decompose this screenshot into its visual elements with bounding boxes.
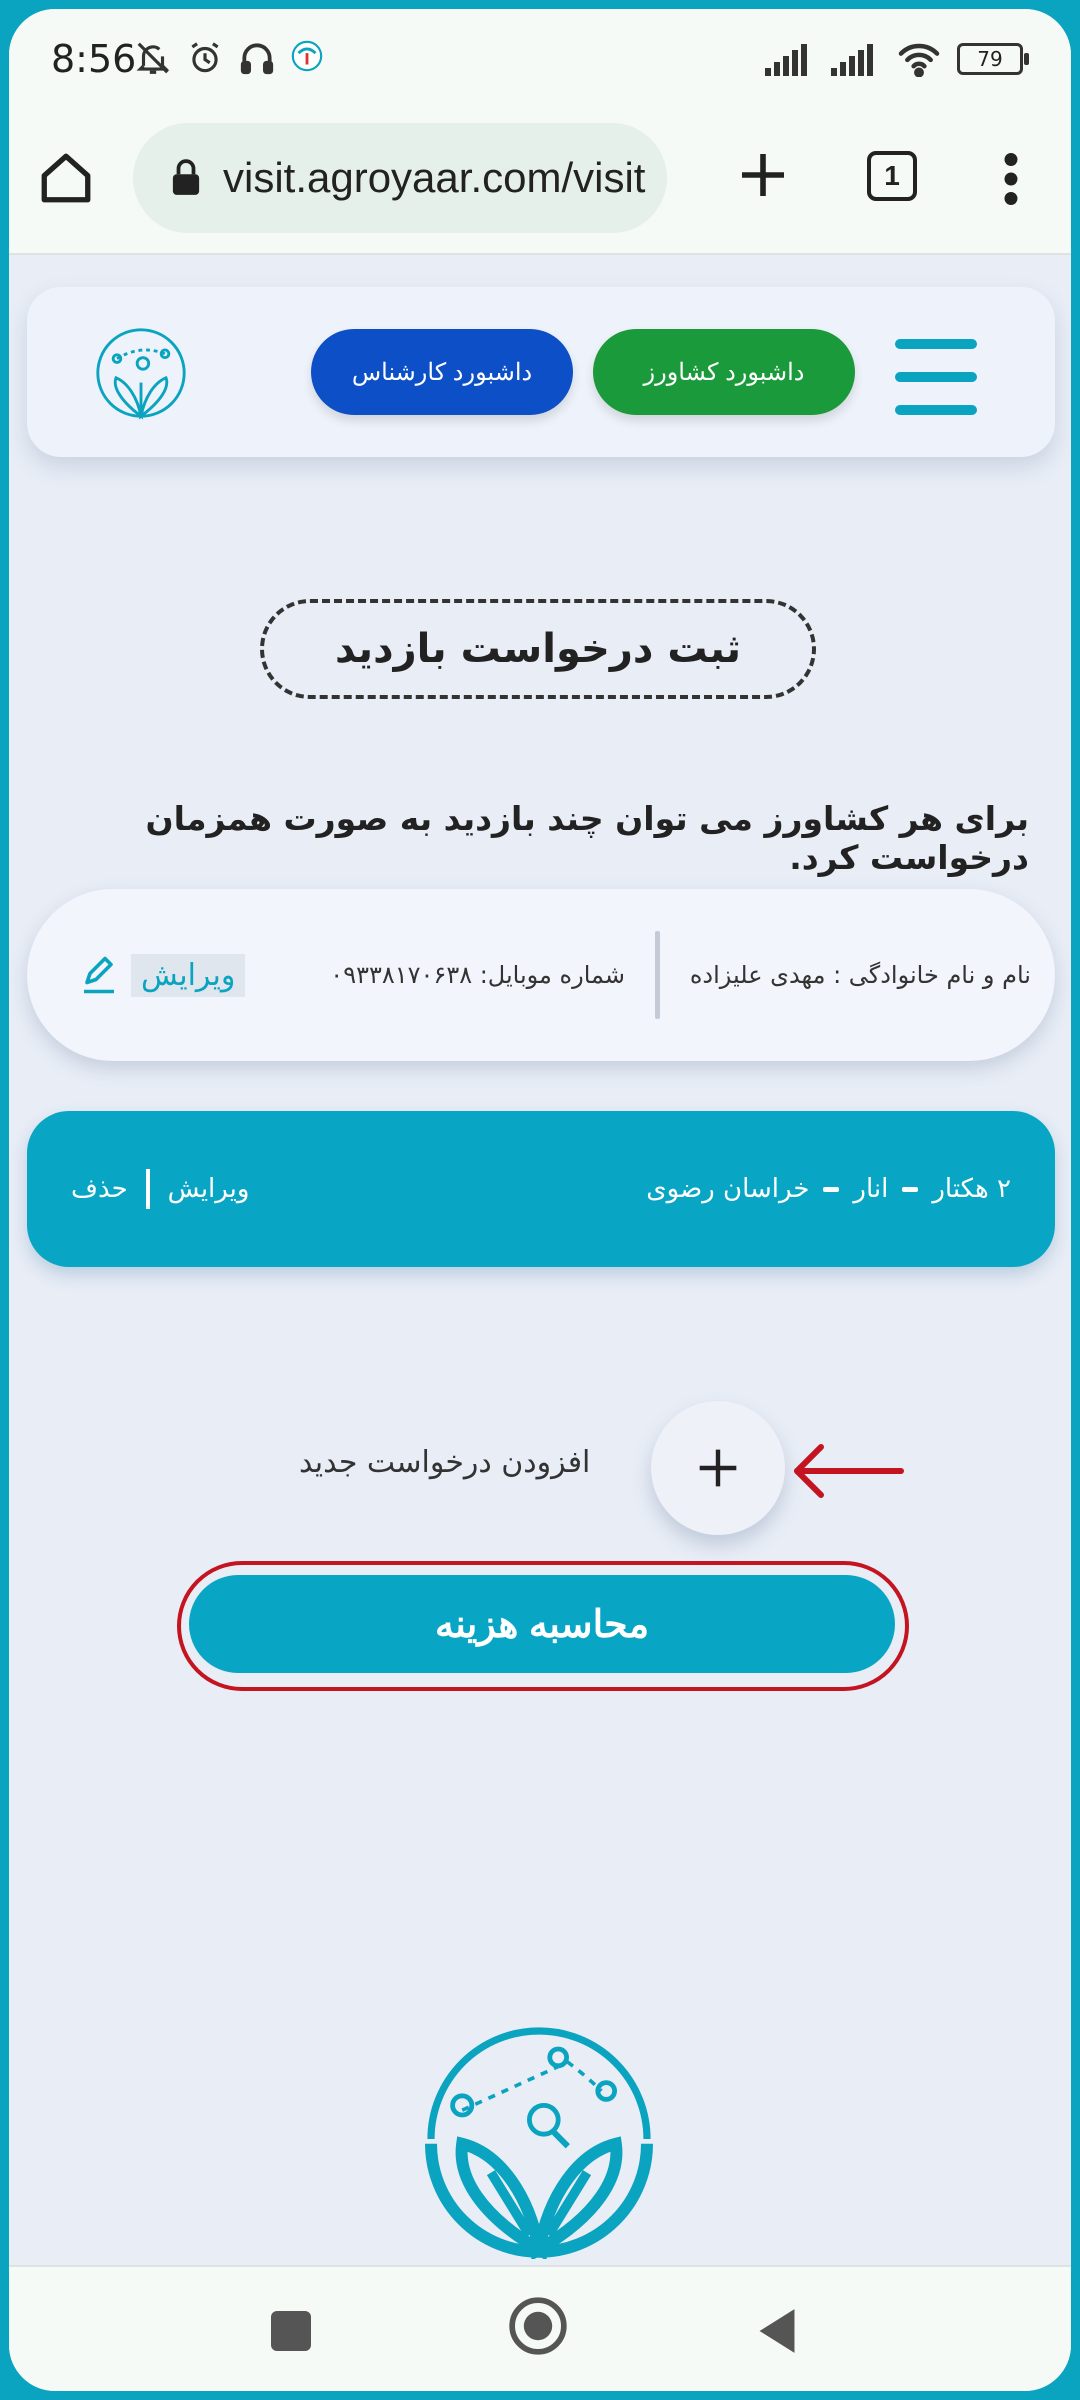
back-nav-icon[interactable] — [755, 2307, 799, 2355]
visit-request-item — [27, 1111, 1055, 1267]
status-icons-left — [134, 39, 324, 77]
dash-separator — [823, 1187, 839, 1192]
calculate-cost-button[interactable]: محاسبه هزینه — [189, 1575, 895, 1673]
request-area: ۲ هکتار — [932, 1174, 1011, 1204]
headphones-icon — [238, 39, 276, 77]
recent-apps-icon[interactable] — [271, 2311, 311, 2351]
edit-farmer-label[interactable]: ویرایش — [131, 954, 245, 997]
screen — [9, 9, 1071, 2391]
system-nav-bar — [9, 2265, 1071, 2391]
dash-separator — [902, 1187, 918, 1192]
home-icon[interactable] — [37, 149, 95, 207]
edit-request-button[interactable]: ویرایش — [167, 1174, 250, 1204]
new-tab-icon[interactable] — [735, 147, 791, 203]
hamburger-menu-icon[interactable] — [895, 337, 977, 417]
home-nav-icon[interactable] — [507, 2295, 569, 2357]
farmer-phone: شماره موبایل: ۰۹۳۳۸۱۷۰۶۳۸ — [330, 961, 625, 989]
edit-farmer-button[interactable] — [81, 945, 245, 1005]
mute-bell-icon — [134, 39, 172, 77]
request-crop: انار — [853, 1174, 889, 1204]
agroyaar-logo-icon — [419, 2019, 659, 2259]
status-bar — [9, 9, 1071, 113]
alarm-icon — [186, 39, 224, 77]
battery-icon — [957, 43, 1023, 75]
request-actions — [71, 1111, 249, 1267]
pencil-icon — [81, 955, 117, 995]
expert-dashboard-button[interactable]: داشبورد کارشناس — [311, 329, 573, 415]
delete-request-button[interactable]: حذف — [71, 1174, 128, 1204]
farmer-dashboard-button[interactable]: داشبورد کشاورز — [593, 329, 855, 415]
page-title: ثبت درخواست بازدید — [260, 599, 816, 699]
address-bar[interactable] — [133, 123, 667, 233]
battery-level: 79 — [977, 47, 1003, 71]
add-request-label[interactable]: افزودن درخواست جدید — [299, 1445, 591, 1480]
overflow-menu-icon[interactable] — [1001, 153, 1021, 205]
info-text: برای هر کشاورز می توان چند بازدید به صورت همزمان درخواست کرد. — [145, 799, 1029, 877]
signal-icon — [831, 42, 881, 76]
divider — [146, 1169, 150, 1209]
signal-icon — [765, 42, 815, 76]
url-text[interactable]: visit.agroyaar.com/visit — [223, 154, 646, 201]
agroyaar-logo-icon[interactable] — [93, 325, 189, 421]
clock: 8:56 — [51, 37, 137, 81]
request-summary — [646, 1111, 1011, 1267]
wifi-icon — [897, 41, 941, 77]
site-header — [27, 287, 1055, 457]
tab-switcher-button[interactable] — [867, 151, 917, 201]
app-notification-icon — [290, 39, 324, 73]
add-request-button[interactable] — [651, 1401, 785, 1535]
request-province: خراسان رضوی — [646, 1174, 810, 1204]
arrow-left-icon — [789, 1441, 905, 1501]
plus-icon — [696, 1446, 740, 1490]
farmer-info-card — [27, 889, 1055, 1061]
lock-icon — [171, 159, 201, 197]
farmer-name: نام و نام خانوادگی : مهدی علیزاده — [689, 961, 1031, 989]
browser-toolbar — [9, 113, 1071, 255]
divider — [655, 931, 660, 1019]
tab-count: 1 — [884, 160, 900, 191]
status-icons-right — [765, 41, 1023, 77]
